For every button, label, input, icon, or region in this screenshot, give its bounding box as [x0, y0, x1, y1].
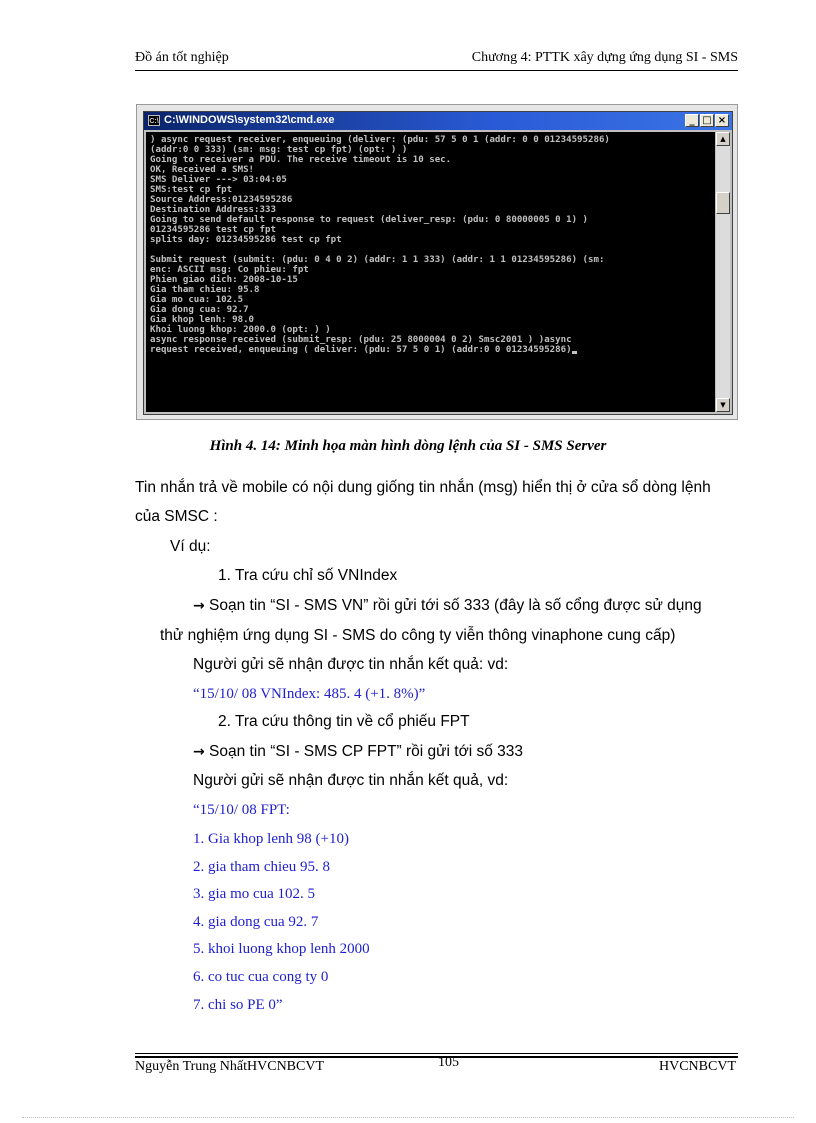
right-arrow-icon: →	[193, 598, 205, 614]
result-line: 2. gia tham chieu 95. 8	[193, 859, 331, 875]
example-label: Ví dụ:	[170, 538, 211, 555]
console-line	[150, 245, 711, 255]
result-line: 5. khoi luong khop lenh 2000	[193, 941, 370, 957]
scroll-down-arrow-icon[interactable]: ▼	[716, 398, 730, 412]
footer-divider	[135, 1053, 738, 1054]
footer-right: HVCNBCVT	[658, 1059, 736, 1074]
console-line: Gia dong cua: 92.7	[150, 305, 249, 315]
console-line: Gia tham chieu: 95.8	[150, 285, 260, 295]
console-line: Phien giao dich: 2008-10-15	[150, 275, 298, 285]
result-line: 1. Gia khop lenh 98 (+10)	[193, 831, 349, 847]
console-line: ) async request receiver, enqueuing (deliver: (pdu: 57 5 0 1 (addr: 0 0 01234595286)	[150, 135, 610, 145]
page-bottom-dotted-line	[22, 1117, 794, 1118]
figure-caption: Hình 4. 14: Minh họa màn hình dòng lệnh của SI - SMS Server	[209, 438, 607, 454]
console-line: Source Address:01234595286	[150, 195, 293, 205]
console-line: SMS:test cp fpt	[150, 185, 233, 195]
footer-author: Nguyễn Trung NhấtHVCNBCVT	[135, 1059, 325, 1074]
console-line: request received, enqueuing ( deliver: (pdu: 57 5 0 1) (addr:0 0 01234595286)	[150, 345, 711, 355]
item1-send-text: Soạn tin “SI - SMS VN” rồi gửi tới số 333 (đây là số cổng được sử dụng	[209, 597, 702, 614]
right-arrow-icon: →	[193, 744, 205, 760]
cmd-console[interactable]	[146, 132, 715, 412]
cmd-titlebar	[144, 112, 732, 130]
footer-divider	[135, 1056, 738, 1058]
maximize-button[interactable]: □	[700, 114, 714, 127]
cmd-app-icon: C:\	[148, 115, 160, 126]
item1-receive: Người gửi sẽ nhận được tin nhắn kết quả: vd:	[193, 656, 509, 673]
item1-title: 1. Tra cứu chỉ số VNIndex	[218, 567, 398, 584]
window-buttons	[684, 114, 729, 128]
item2-receive: Người gửi sẽ nhận được tin nhắn kết quả, vd:	[193, 772, 509, 789]
result-line: “15/10/ 08 FPT:	[193, 802, 290, 818]
result-line: 6. co tuc cua cong ty 0	[193, 969, 329, 985]
cmd-window	[143, 111, 733, 415]
console-line: Submit request (submit: (pdu: 0 4 0 2) (addr: 1 1 333) (addr: 1 1 01234595286) (sm:	[150, 255, 605, 265]
scroll-up-arrow-icon[interactable]: ▲	[716, 132, 730, 146]
cmd-screenshot-figure	[136, 104, 738, 420]
header-right: Chương 4: PTTK xây dựng ứng dụng SI - SMS	[471, 50, 738, 65]
intro-line-1: Tin nhắn trả về mobile có nội dung giống tin nhắn (msg) hiển thị ở cửa sổ dòng lệnh	[135, 479, 711, 496]
console-line: Destination Address:333	[150, 205, 276, 215]
scroll-thumb[interactable]	[716, 192, 730, 214]
page-number: 105	[438, 1055, 459, 1070]
intro-line-2: của SMSC :	[135, 508, 218, 525]
console-line: Going to send default response to request (deliver_resp: (pdu: 0 80000005 0 1) )	[150, 215, 588, 225]
item2-send	[193, 743, 523, 761]
item1-send-cont: thử nghiệm ứng dụng SI - SMS do công ty viễn thông vinaphone cung cấp)	[160, 627, 676, 644]
result-line: 4. gia dong cua 92. 7	[193, 914, 319, 930]
close-button[interactable]: ×	[715, 114, 729, 127]
result-line: 3. gia mo cua 102. 5	[193, 886, 316, 902]
page-header	[135, 50, 738, 71]
header-left: Đồ án tốt nghiệp	[135, 50, 229, 65]
console-line: enc: ASCII msg: Co phieu: fpt	[150, 265, 309, 275]
item2-send-text: Soạn tin “SI - SMS CP FPT” rồi gửi tới số 333	[209, 743, 524, 760]
console-line: async response received (submit_resp: (pdu: 25 8000004 0 2) Smsc2001 ) )async	[150, 335, 572, 345]
item1-result: “15/10/ 08 VNIndex: 485. 4 (+1. 8%)”	[193, 686, 426, 702]
vertical-scrollbar[interactable]	[716, 132, 730, 412]
console-line: Gia khop lenh: 98.0	[150, 315, 255, 325]
cmd-output	[146, 132, 715, 358]
minimize-button[interactable]: _	[685, 114, 699, 127]
console-line: Khoi luong khop: 2000.0 (opt: ) )	[150, 325, 331, 335]
console-line: OK, Received a SMS!	[150, 165, 255, 175]
cmd-window-title: C:\WINDOWS\system32\cmd.exe	[164, 114, 335, 126]
item2-title: 2. Tra cứu thông tin về cổ phiếu FPT	[218, 713, 470, 730]
console-line: SMS Deliver ---> 03:04:05	[150, 175, 287, 185]
console-line: 01234595286 test cp fpt	[150, 225, 276, 235]
console-line: (addr:0 0 333) (sm: msg: test cp fpt) (opt: ) )	[150, 145, 408, 155]
console-line: Gia mo cua: 102.5	[150, 295, 244, 305]
item1-send	[193, 597, 702, 615]
console-line: Going to receiver a PDU. The receive timeout is 10 sec.	[150, 155, 452, 165]
result-line: 7. chi so PE 0”	[193, 997, 283, 1013]
cursor-icon	[572, 351, 577, 354]
console-line: splits day: 01234595286 test cp fpt	[150, 235, 342, 245]
